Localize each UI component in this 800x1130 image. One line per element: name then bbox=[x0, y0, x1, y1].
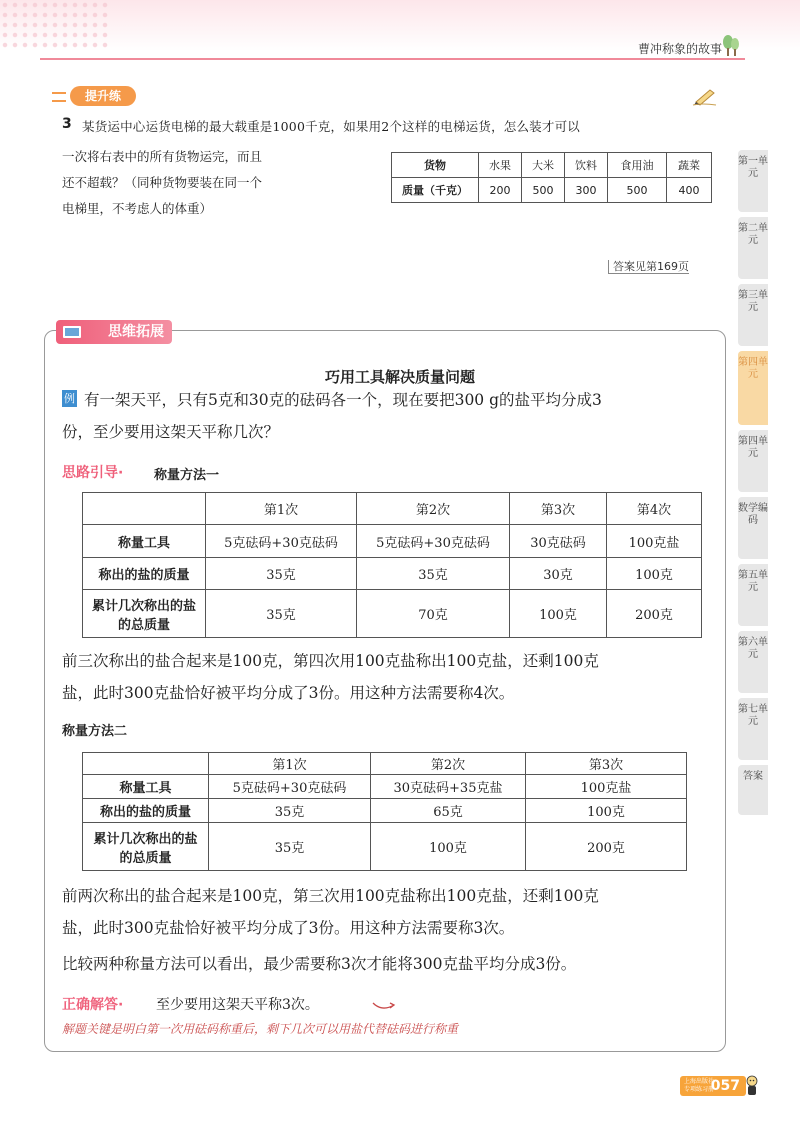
correct-answer-text: 至少要用这架天平称3次。 bbox=[156, 997, 319, 1013]
table-header-cell: 货物 bbox=[392, 153, 479, 178]
question-number: 3 bbox=[62, 116, 72, 132]
practice-tag: 提升练 bbox=[70, 86, 136, 106]
table-row-label: 累计几次称出的盐的总质量 bbox=[83, 590, 206, 638]
table-cell: 5克砝码+30克砝码 bbox=[357, 525, 510, 558]
table-row bbox=[392, 153, 712, 178]
table-cell: 35克 bbox=[209, 799, 371, 823]
chapter-title: 曹冲称象的故事 bbox=[637, 42, 722, 56]
answer-reference-text: 答案见第169页 bbox=[608, 260, 689, 274]
handwritten-note: 解题关键是明白第一次用砝码称重后，剩下几次可以用盐代替砝码进行称重 bbox=[62, 1022, 459, 1036]
table-cell: 100克 bbox=[510, 590, 607, 638]
table-row-label: 质量（千克） bbox=[392, 178, 479, 203]
side-tab-unit-1[interactable]: 第一单元 bbox=[738, 150, 768, 212]
table-row-label: 称出的盐的质量 bbox=[83, 799, 209, 823]
side-tab-unit-5[interactable]: 第五单元 bbox=[738, 564, 768, 626]
table-header-cell: 第2次 bbox=[357, 493, 510, 525]
pencil-icon bbox=[692, 86, 718, 106]
table-header-cell: 饮料 bbox=[565, 153, 608, 178]
correct-answer-label: 正确解答· bbox=[62, 997, 124, 1013]
table-row-label: 称出的盐的质量 bbox=[83, 558, 206, 590]
side-tab-unit-2[interactable]: 第二单元 bbox=[738, 217, 768, 279]
table-cell: 70克 bbox=[357, 590, 510, 638]
tag-decoration bbox=[52, 92, 66, 102]
page-number: 057 bbox=[680, 1076, 746, 1096]
book-icon bbox=[62, 324, 82, 340]
table-header-cell: 水果 bbox=[479, 153, 522, 178]
table-row bbox=[83, 775, 687, 799]
table-row-label: 称量工具 bbox=[83, 775, 209, 799]
table-cell: 30克 bbox=[510, 558, 607, 590]
side-tab-unit-3[interactable]: 第三单元 bbox=[738, 284, 768, 346]
table-cell: 35克 bbox=[209, 823, 371, 871]
method-one-text-line: 盐，此时300克盐恰好被平均分成了3份。用这种方法需要称4次。 bbox=[62, 684, 515, 702]
table-row-label: 累计几次称出的盐的总质量 bbox=[83, 823, 209, 871]
mascot-icon bbox=[744, 1074, 760, 1096]
answer-reference bbox=[608, 258, 689, 274]
tree-icon bbox=[722, 34, 740, 56]
table-row bbox=[83, 799, 687, 823]
table-row bbox=[83, 525, 702, 558]
table-row bbox=[83, 493, 702, 525]
table-cell: 200克 bbox=[607, 590, 702, 638]
question-text-line: 某货运中心运货电梯的最大载重是1000千克，如果用2个这样的电梯运货，怎么装才可以 bbox=[82, 119, 580, 134]
method-one-title: 称量方法一 bbox=[154, 468, 220, 483]
example-text-line: 份，至少要用这架天平称几次？ bbox=[62, 423, 280, 441]
method-two-text-line: 盐，此时300克盐恰好被平均分成了3份。用这种方法需要称3次。 bbox=[62, 919, 515, 937]
decorative-dots bbox=[0, 0, 110, 50]
method-two-title: 称量方法二 bbox=[62, 724, 128, 739]
table-row-label: 称量工具 bbox=[83, 525, 206, 558]
table-cell: 30克砝码 bbox=[510, 525, 607, 558]
table-header-cell: 第2次 bbox=[371, 753, 526, 775]
table-cell: 35克 bbox=[357, 558, 510, 590]
table-header-cell: 大米 bbox=[522, 153, 565, 178]
table-cell: 300 bbox=[565, 178, 608, 203]
table-cell: 500 bbox=[608, 178, 667, 203]
table-cell: 100克 bbox=[607, 558, 702, 590]
table-header-cell: 第4次 bbox=[607, 493, 702, 525]
side-tab-answers[interactable]: 答案 bbox=[738, 765, 768, 815]
table-header-cell: 第3次 bbox=[526, 753, 687, 775]
example-text-line: 有一架天平，只有5克和30克的砝码各一个，现在要把300 g的盐平均分成3 bbox=[84, 391, 602, 409]
annotation-arrow-icon bbox=[372, 1000, 396, 1012]
goods-table bbox=[391, 152, 712, 203]
table-cell: 400 bbox=[667, 178, 712, 203]
side-tab-unit-6[interactable]: 第六单元 bbox=[738, 631, 768, 693]
table-header-cell: 第1次 bbox=[206, 493, 357, 525]
table-cell: 35克 bbox=[206, 558, 357, 590]
table-header-cell bbox=[83, 493, 206, 525]
table-cell: 5克砝码+30克砝码 bbox=[206, 525, 357, 558]
table-cell: 5克砝码+30克砝码 bbox=[209, 775, 371, 799]
table-header-cell bbox=[83, 753, 209, 775]
method-two-table bbox=[82, 752, 687, 871]
example-badge: 例 bbox=[64, 392, 75, 405]
side-tab-unit-7[interactable]: 第七单元 bbox=[738, 698, 768, 760]
method-one-text-line: 前三次称出的盐合起来是100克，第四次用100克盐称出100克盐，还剩100克 bbox=[62, 652, 599, 670]
comparison-text: 比较两种称量方法可以看出，最少需要称3次才能将300克盐平均分成3份。 bbox=[62, 955, 577, 973]
table-cell: 35克 bbox=[206, 590, 357, 638]
table-cell: 100克 bbox=[371, 823, 526, 871]
table-row bbox=[83, 753, 687, 775]
table-row bbox=[83, 558, 702, 590]
table-header-cell: 第3次 bbox=[510, 493, 607, 525]
section-title: 巧用工具解决质量问题 bbox=[324, 368, 475, 386]
method-one-table bbox=[82, 492, 702, 638]
table-cell: 30克砝码+35克盐 bbox=[371, 775, 526, 799]
page-publisher-note: 上海出版社 专项练习册 bbox=[684, 1078, 715, 1093]
table-cell: 200克 bbox=[526, 823, 687, 871]
side-tab-math-coding[interactable]: 数学编码 bbox=[738, 497, 768, 559]
table-header-cell: 蔬菜 bbox=[667, 153, 712, 178]
table-cell: 200 bbox=[479, 178, 522, 203]
table-cell: 500 bbox=[522, 178, 565, 203]
hint-label: 思路引导· bbox=[62, 465, 124, 481]
question-text-line: 还不超载？（同种货物要装在同一个 bbox=[62, 175, 263, 190]
thinking-tag: 思维拓展 bbox=[56, 320, 172, 344]
side-tab-unit-4[interactable]: 第四单元 bbox=[738, 430, 768, 492]
table-header-cell: 第1次 bbox=[209, 753, 371, 775]
side-tab-unit-4-active[interactable]: 第四单元 bbox=[738, 351, 768, 425]
table-header-cell: 食用油 bbox=[608, 153, 667, 178]
table-cell: 100克 bbox=[526, 799, 687, 823]
table-row bbox=[392, 178, 712, 203]
question-text-line: 电梯里，不考虑人的体重） bbox=[62, 201, 213, 216]
table-cell: 100克盐 bbox=[526, 775, 687, 799]
header-divider bbox=[40, 58, 745, 60]
table-row bbox=[83, 590, 702, 638]
question-text-line: 一次将右表中的所有货物运完，而且 bbox=[62, 149, 263, 164]
method-two-text-line: 前两次称出的盐合起来是100克，第三次用100克盐称出100克盐，还剩100克 bbox=[62, 887, 599, 905]
table-cell: 100克盐 bbox=[607, 525, 702, 558]
table-row bbox=[83, 823, 687, 871]
table-cell: 65克 bbox=[371, 799, 526, 823]
